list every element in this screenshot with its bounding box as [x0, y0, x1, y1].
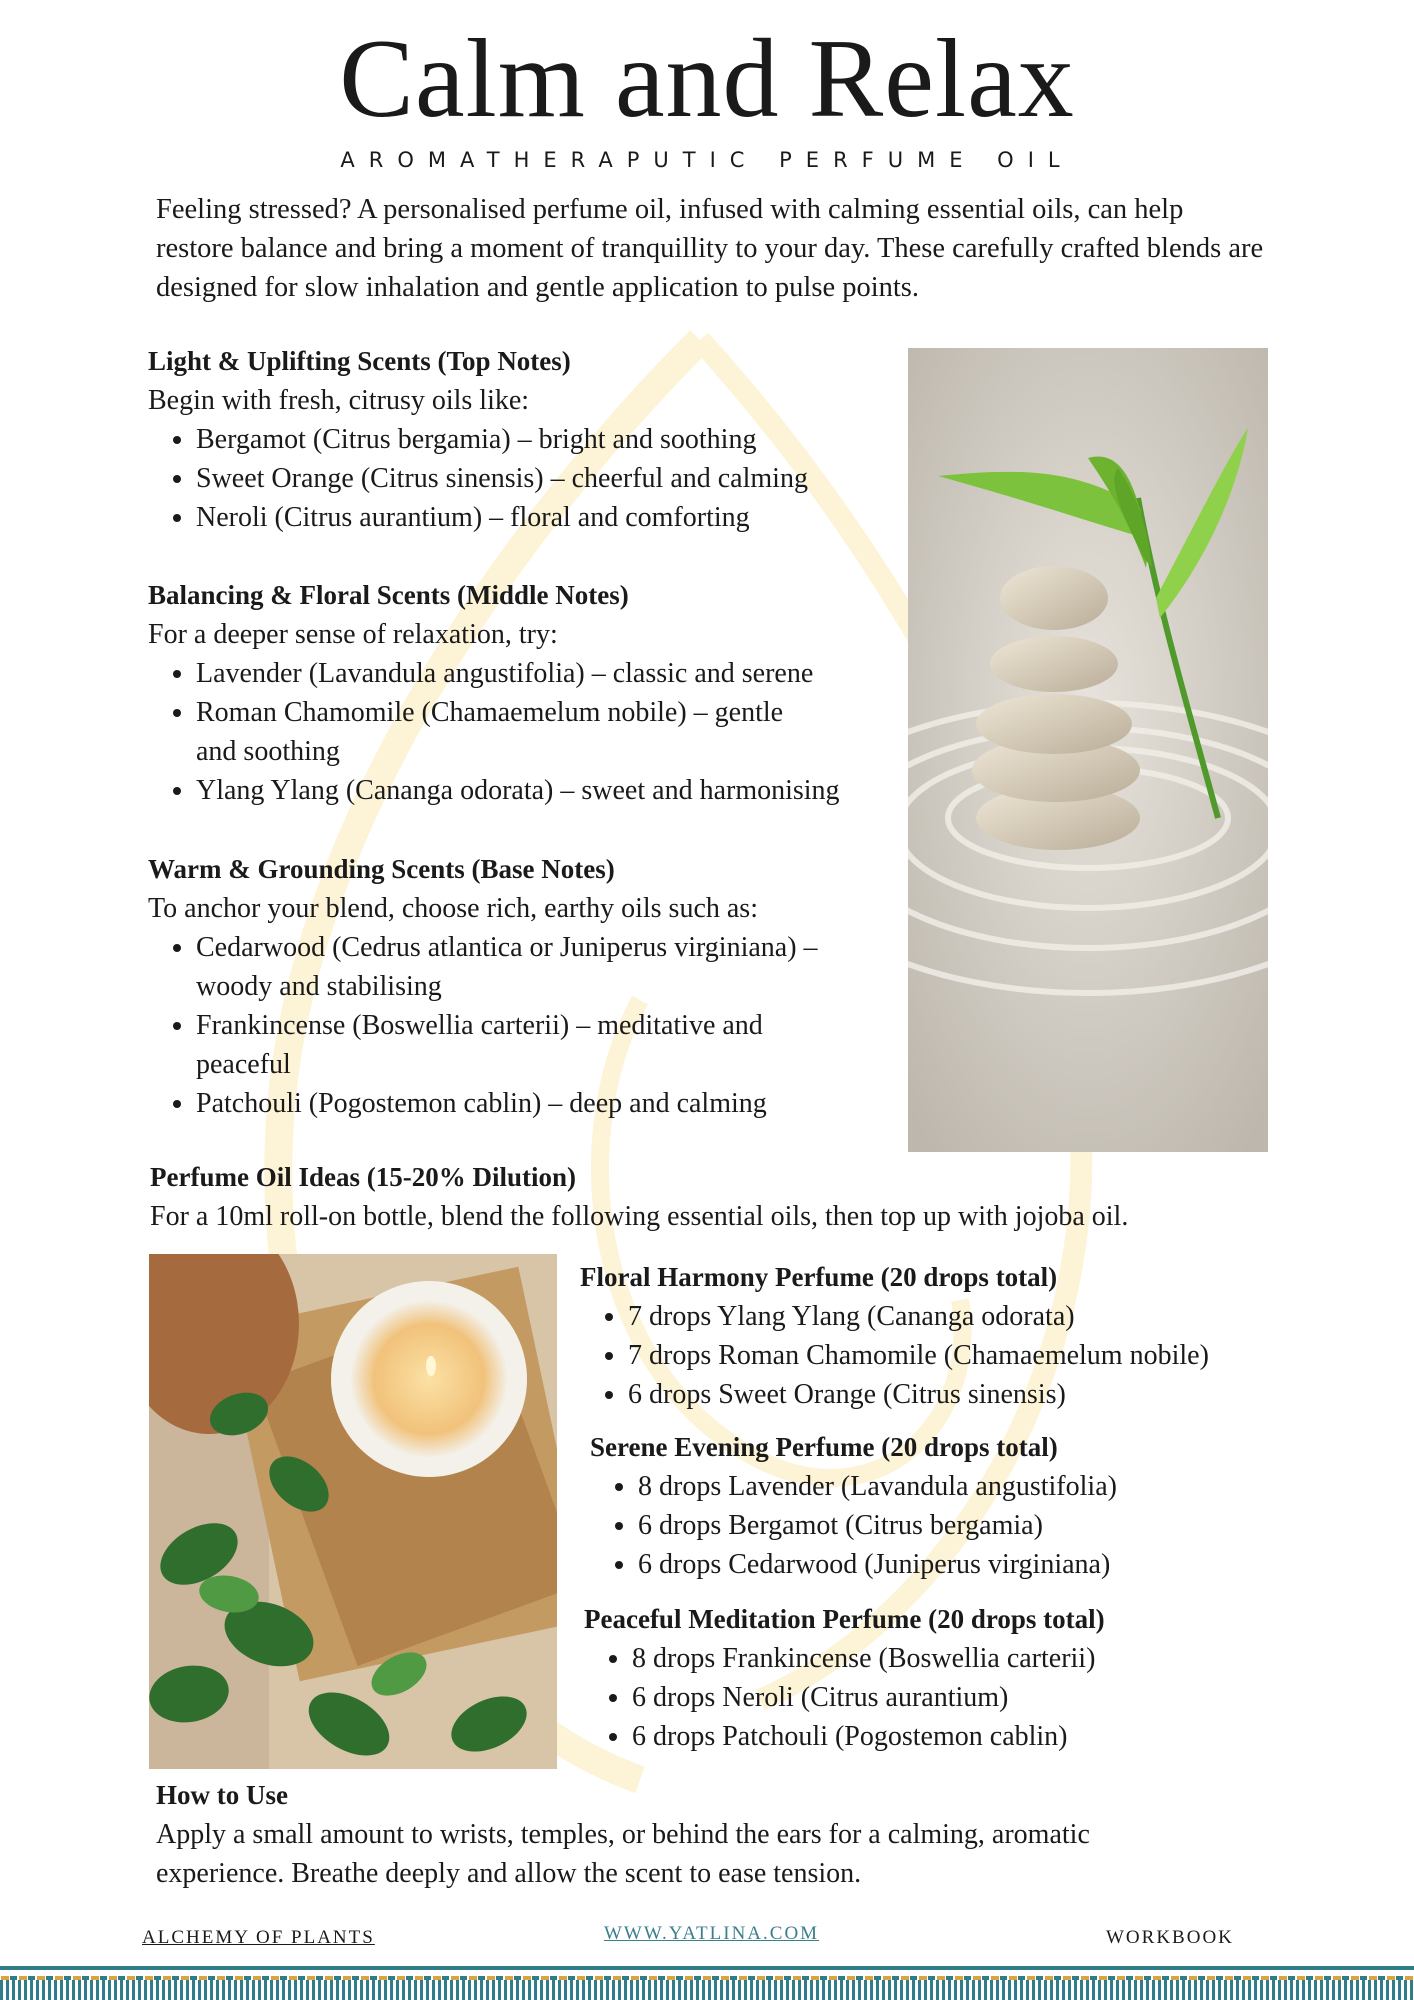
blend-list [590, 1467, 1290, 1584]
list-item: • Ylang Ylang (Cananga odorata) – sweet and harmonising [196, 771, 916, 810]
blend-list [580, 1297, 1300, 1414]
blend-heading: Floral Harmony Perfume (20 drops total) [580, 1262, 1058, 1292]
how-to-use-text: Apply a small amount to wrists, temples, or behind the ears for a calming, aromatic experience. Breathe deeply and allow the scent to ease tension. [156, 1819, 1090, 1889]
footer-brand: ALCHEMY OF PLANTS [142, 1927, 375, 1948]
zen-stones-image [908, 348, 1268, 1152]
list-item: • 8 drops Lavender (Lavandula angustifolia) [638, 1467, 1290, 1506]
blend-heading: Peaceful Meditation Perfume (20 drops total) [584, 1604, 1105, 1634]
footer-website-link[interactable]: WWW.YATLINA.COM [604, 1923, 820, 1944]
candle-illustration [149, 1254, 557, 1769]
top-notes-heading: Light & Uplifting Scents (Top Notes) [148, 346, 571, 376]
ideas-section [150, 1158, 1290, 1236]
list-item: • 7 drops Roman Chamomile (Chamaemelum nobile) [628, 1336, 1300, 1375]
list-item: • 8 drops Frankincense (Boswellia carterii) [632, 1639, 1290, 1678]
list-item: • 6 drops Cedarwood (Juniperus virginiana) [638, 1545, 1290, 1584]
base-notes-list [148, 928, 908, 1123]
list-item: • Frankincense (Boswellia carterii) – meditative and peaceful [196, 1006, 836, 1084]
how-to-use-section [156, 1776, 1216, 1893]
base-notes-lead: To anchor your blend, choose rich, earthy oils such as: [148, 893, 758, 924]
top-notes-section [148, 342, 908, 537]
how-to-use-heading: How to Use [156, 1780, 288, 1810]
base-notes-section [148, 850, 908, 1123]
list-item: • 6 drops Bergamot (Citrus bergamia) [638, 1506, 1290, 1545]
list-item: • Neroli (Citrus aurantium) – floral and comforting [196, 498, 908, 537]
ideas-heading: Perfume Oil Ideas (15-20% Dilution) [150, 1162, 576, 1192]
list-item: • Patchouli (Pogostemon cablin) – deep and calming [196, 1084, 908, 1123]
footer-workbook-label: WORKBOOK [1106, 1927, 1234, 1948]
middle-notes-lead: For a deeper sense of relaxation, try: [148, 619, 558, 650]
page-title: Calm and Relax [339, 17, 1075, 141]
decorative-border [0, 1966, 1414, 2000]
list-item: • Lavender (Lavandula angustifolia) – classic and serene [196, 654, 916, 693]
base-notes-heading: Warm & Grounding Scents (Base Notes) [148, 854, 615, 884]
list-item: • 6 drops Sweet Orange (Citrus sinensis) [628, 1375, 1300, 1414]
candle-image [149, 1254, 557, 1769]
list-item: • Sweet Orange (Citrus sinensis) – cheerful and calming [196, 459, 908, 498]
list-item: • Bergamot (Citrus bergamia) – bright and soothing [196, 420, 908, 459]
list-item: • Roman Chamomile (Chamaemelum nobile) – gentle and soothing [196, 693, 816, 771]
middle-notes-list [148, 654, 916, 810]
blend-floral-harmony [580, 1258, 1300, 1414]
ideas-lead: For a 10ml roll-on bottle, blend the following essential oils, then top up with jojoba oil. [150, 1201, 1129, 1232]
top-notes-list [148, 420, 908, 537]
list-item: • 7 drops Ylang Ylang (Cananga odorata) [628, 1297, 1300, 1336]
blend-serene-evening [590, 1428, 1290, 1584]
page-subtitle: AROMATHERAPUTIC PERFUME OIL [340, 148, 1074, 172]
middle-notes-heading: Balancing & Floral Scents (Middle Notes) [148, 580, 629, 610]
list-item: • 6 drops Neroli (Citrus aurantium) [632, 1678, 1290, 1717]
intro-paragraph: Feeling stressed? A personalised perfume oil, infused with calming essential oils, can help restore balance and bring a moment of tranquillity to your day. These carefully crafted blends are designed for slow inhalation and gentle application to pulse points. [156, 194, 1264, 303]
middle-notes-section [148, 576, 908, 810]
list-item: • Cedarwood (Cedrus atlantica or Juniperus virginiana) – woody and stabilising [196, 928, 876, 1006]
blend-heading: Serene Evening Perfume (20 drops total) [590, 1432, 1058, 1462]
zen-stones-illustration [908, 348, 1268, 1152]
blend-peaceful-meditation [584, 1600, 1290, 1756]
list-item: • 6 drops Patchouli (Pogostemon cablin) [632, 1717, 1290, 1756]
blend-list [584, 1639, 1290, 1756]
top-notes-lead: Begin with fresh, citrusy oils like: [148, 385, 530, 416]
